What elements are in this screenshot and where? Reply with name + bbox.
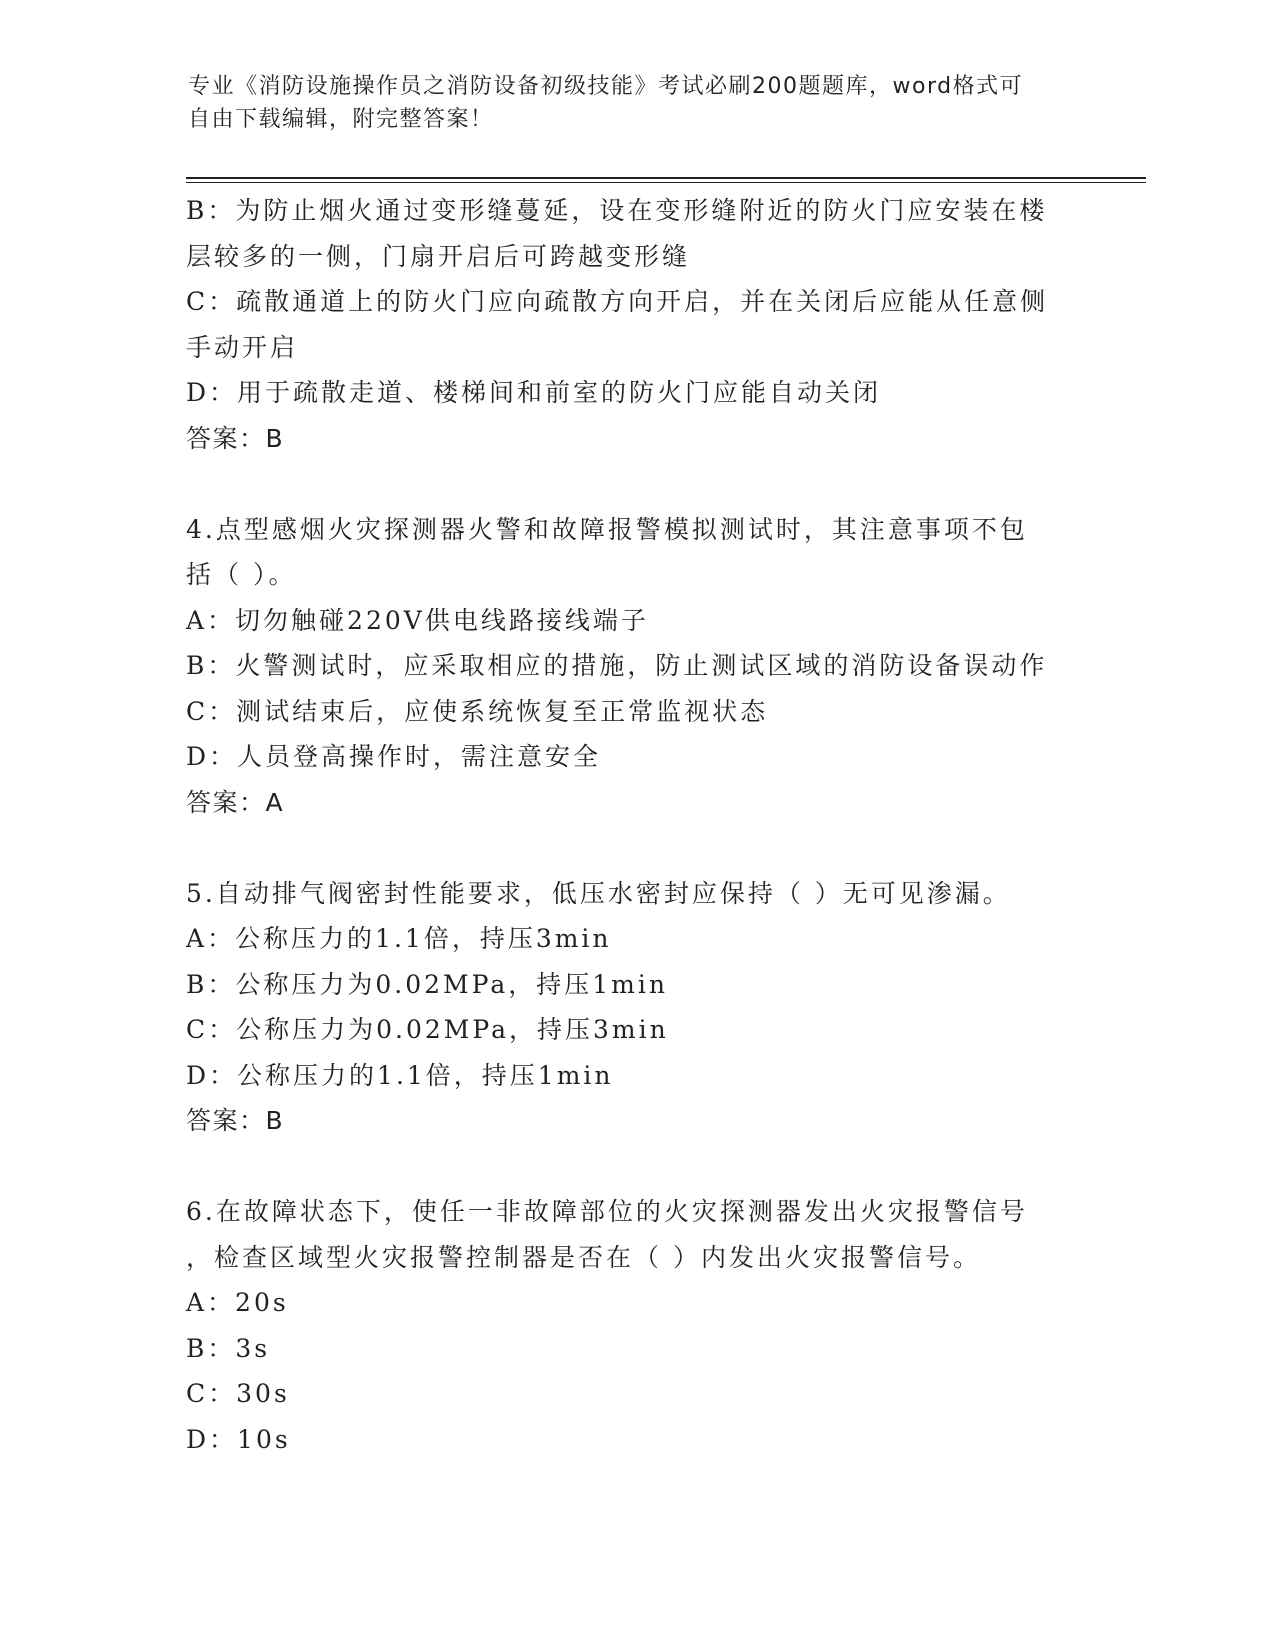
q4-option-d: D：人员登高操作时，需注意安全 xyxy=(186,742,602,771)
header-divider-thin xyxy=(186,182,1146,183)
q6-option-a: A：20s xyxy=(186,1288,289,1317)
question-6-block xyxy=(186,1189,1086,1462)
spacer xyxy=(186,461,1086,507)
q4-option-a: A：切勿触碰220V供电线路接线端子 xyxy=(186,605,649,635)
q3-option-c-line-1: C：疏散通道上的防火门应向疏散方向开启，并在关闭后应能从任意侧 xyxy=(186,287,1049,316)
q4-option-b: B：火警测试时，应采取相应的措施，防止测试区域的消防设备误动作 xyxy=(186,651,1048,680)
document-header xyxy=(188,70,1088,136)
spacer xyxy=(186,1144,1086,1190)
q3-option-c-line-2: 手动开启 xyxy=(186,332,299,362)
q4-question-line-2: 括（ ）。 xyxy=(186,560,297,589)
header-line-1: 专业《消防设施操作员之消防设备初级技能》考试必刷200题题库，word格式可 xyxy=(188,74,1024,99)
q6-question-line-1: 6.在故障状态下，使任一非故障部位的火灾探测器发出火灾报警信号 xyxy=(186,1197,1028,1226)
question-4-block xyxy=(186,507,1086,826)
q5-answer: 答案：B xyxy=(186,1106,285,1135)
q5-option-d: D：公称压力的1.1倍，持压1min xyxy=(186,1060,614,1090)
q3-answer: 答案：B xyxy=(186,423,285,453)
q4-question-line-1: 4.点型感烟火灾探测器火警和故障报警模拟测试时，其注意事项不包 xyxy=(186,514,1028,544)
q5-option-c: C：公称压力为0.02MPa，持压3min xyxy=(186,1015,669,1044)
q4-answer: 答案：A xyxy=(186,787,285,817)
header-divider-thick xyxy=(186,177,1146,179)
q5-option-a: A：公称压力的1.1倍，持压3min xyxy=(186,924,612,953)
q4-option-c: C：测试结束后，应使系统恢复至正常监视状态 xyxy=(186,696,769,726)
question-content xyxy=(186,188,1086,1462)
q3-option-d: D：用于疏散走道、楼梯间和前室的防火门应能自动关闭 xyxy=(186,378,882,407)
spacer xyxy=(186,825,1086,871)
question-5-block xyxy=(186,871,1086,1144)
q3-option-b-line-1: B：为防止烟火通过变形缝蔓延，设在变形缝附近的防火门应安装在楼 xyxy=(186,196,1048,225)
q3-option-b-line-2: 层较多的一侧，门扇开启后可跨越变形缝 xyxy=(186,241,691,271)
header-line-2: 自由下载编辑，附完整答案！ xyxy=(188,107,494,132)
q6-option-d: D：10s xyxy=(186,1424,291,1454)
q5-option-b: B：公称压力为0.02MPa，持压1min xyxy=(186,969,668,999)
q6-question-line-2: ，检查区域型火灾报警控制器是否在（ ）内发出火灾报警信号。 xyxy=(186,1242,981,1272)
q6-option-c: C：30s xyxy=(186,1379,290,1408)
question-3-block xyxy=(186,188,1086,461)
q5-question: 5.自动排气阀密封性能要求，低压水密封应保持（ ）无可见渗漏。 xyxy=(186,878,1011,908)
q6-option-b: B：3s xyxy=(186,1333,271,1363)
